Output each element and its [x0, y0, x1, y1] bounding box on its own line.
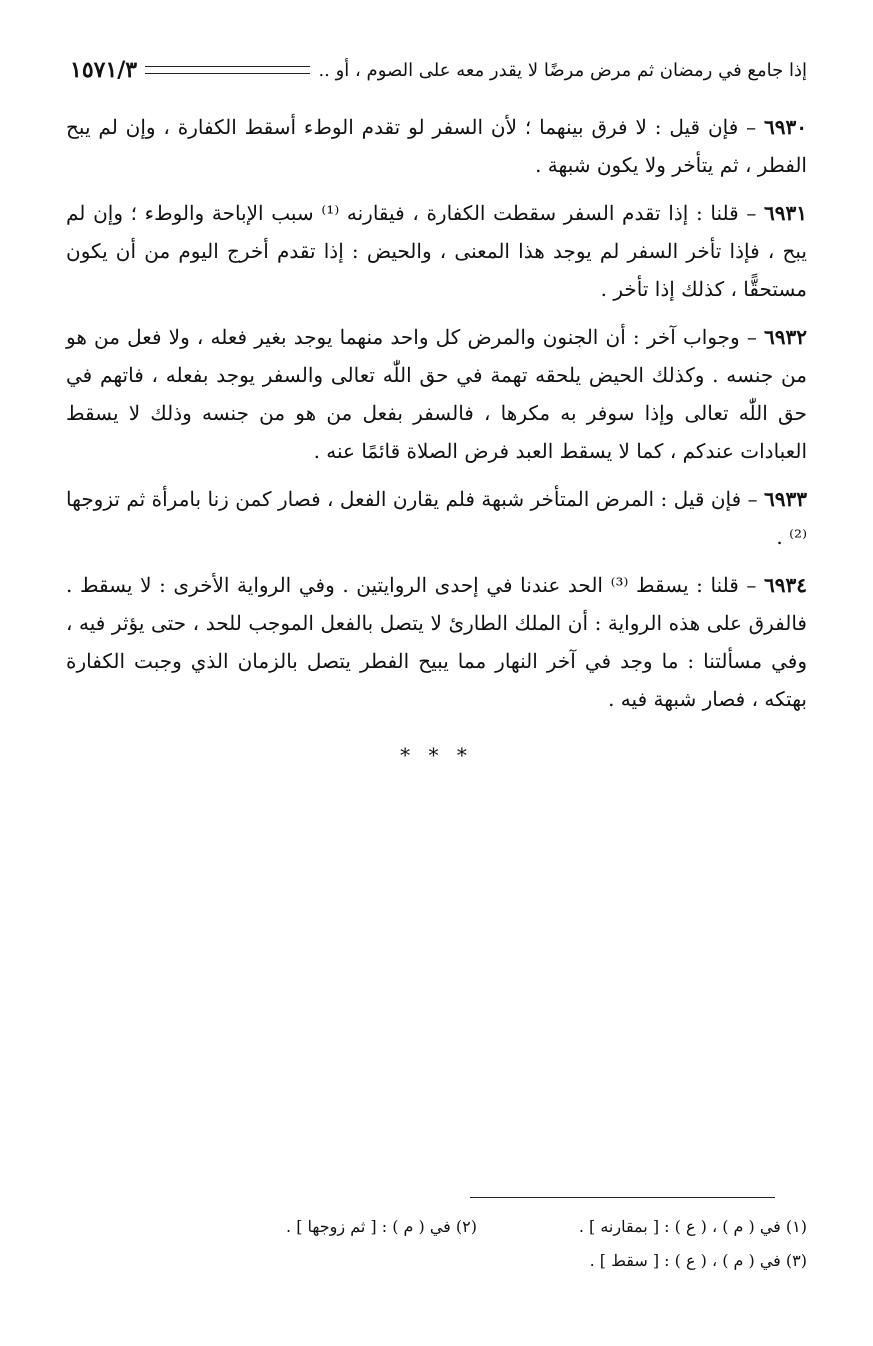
main-text — [66, 108, 807, 774]
paragraph-6933 — [66, 480, 807, 556]
footnote-rule — [470, 1197, 775, 1198]
paragraph-number: ٦٩٣٢ — [764, 325, 807, 349]
paragraph-text: – وجواب آخر : أن الجنون والمرض كل واحد منهما يوجد بغير فعله ، ولا فعل من هو من جنسه . وكذلك الحيض يلحقه تهمة في حق اللّٰه تعالى والسفر يوجد بفعله ، فاتهم في حق اللّٰه تعالى وإذا سوفر به مكرها ، فالسفر بفعل من هو من جنسه وذلك لا يسقط العبادات عندكم ، كما لا يسقط العبد فرض الصلاة قائمًا عنه . — [66, 325, 807, 463]
paragraph-text: – فإن قيل : لا فرق بينهما ؛ لأن السفر لو تقدم الوطء أسقط الكفارة ، وإن لم يبح الفطر ، ثم يتأخر ولا يكون شبهة . — [66, 115, 807, 177]
footnote-row — [66, 1210, 807, 1244]
paragraph-6930 — [66, 108, 807, 184]
header-text: إذا جامع في رمضان ثم مرض مرضًا لا يقدر معه على الصوم ، أو .. — [318, 59, 807, 81]
paragraph-text: – قلنا : إذا تقدم السفر سقطت الكفارة ، فيقارنه ⁽¹⁾ سبب الإباحة والوطء ؛ وإن لم يبح ، فإذا تأخر السفر لم يوجد هذا المعنى ، والحيض : إذا تقدم أخرج اليوم من أن يكون مستحقًّا ، كذلك إذا تأخر . — [66, 201, 807, 301]
paragraph-number: ٦٩٣٣ — [764, 487, 807, 511]
footnote-2: (٢) في ( م ) : [ ثم زوجها ] . — [286, 1217, 477, 1236]
paragraph-6934 — [66, 566, 807, 718]
footnote-row — [66, 1244, 807, 1278]
paragraph-6932 — [66, 318, 807, 470]
paragraph-number: ٦٩٣٤ — [764, 573, 807, 597]
header-rule — [145, 66, 310, 74]
footnotes — [66, 1210, 807, 1278]
paragraph-text: – فإن قيل : المرض المتأخر شبهة فلم يقارن الفعل ، فصار كمن زنا بامرأة ثم تزوجها ⁽²⁾ . — [66, 487, 807, 549]
paragraph-text: – قلنا : يسقط ⁽³⁾ الحد عندنا في إحدى الروايتين . وفي الرواية الأخرى : لا يسقط . فالفرق على هذه الرواية : أن الملك الطارئ لا يتصل بالفعل الموجب للحد ، حتى يؤثر فيه ، وفي مسألتنا : ما وجد في آخر النهار مما يبيح الفطر يتصل بالزمان الذي وجبت الكفارة بهتكه ، فصار شبهة فيه . — [66, 573, 807, 711]
paragraph-6931 — [66, 194, 807, 308]
paragraph-number: ٦٩٣٠ — [764, 115, 807, 139]
footnote-3: (٣) في ( م ) ، ( ع ) : [ سقط ] . — [589, 1251, 807, 1270]
running-header — [70, 50, 807, 90]
footnote-1: (١) في ( م ) ، ( ع ) : [ بمقارنه ] . — [578, 1217, 807, 1236]
section-separator: * * * — [400, 743, 473, 767]
paragraph-number: ٦٩٣١ — [764, 201, 808, 225]
page-number: ١٥٧١/٣ — [70, 57, 138, 83]
